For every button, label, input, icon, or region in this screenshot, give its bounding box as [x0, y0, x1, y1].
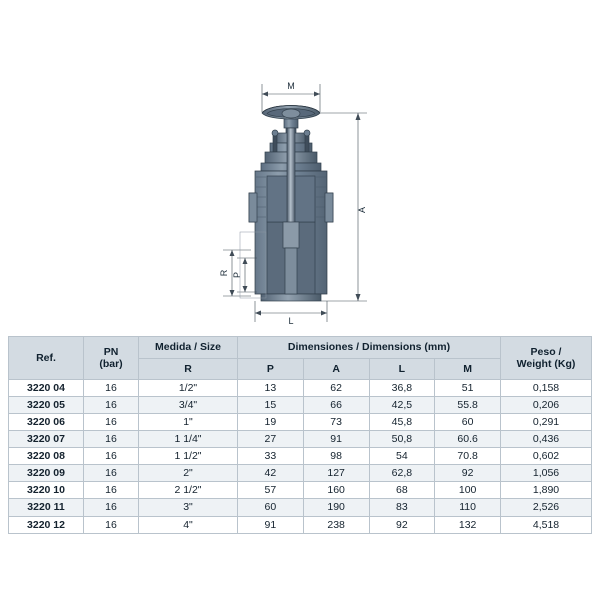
col-header-weight — [501, 337, 592, 380]
cell-p: 27 — [238, 431, 304, 448]
cell-m: 51 — [435, 380, 501, 397]
col-header-l: L — [369, 359, 435, 380]
cell-p: 33 — [238, 448, 304, 465]
cell-pn: 16 — [84, 448, 139, 465]
col-header-size-sub: R — [139, 359, 238, 380]
cell-a: 73 — [303, 414, 369, 431]
cell-size: 3" — [139, 499, 238, 516]
cell-l: 68 — [369, 482, 435, 499]
cell-m: 55.8 — [435, 397, 501, 414]
cell-ref: 3220 10 — [9, 482, 84, 499]
cell-size: 2" — [139, 465, 238, 482]
cell-ref: 3220 12 — [9, 516, 84, 533]
cell-pn: 16 — [84, 499, 139, 516]
cell-a: 98 — [303, 448, 369, 465]
cell-a: 190 — [303, 499, 369, 516]
table-row — [9, 431, 592, 448]
cell-l: 36,8 — [369, 380, 435, 397]
dimension-label-m: M — [287, 81, 295, 91]
col-header-m: M — [435, 359, 501, 380]
cell-size: 1" — [139, 414, 238, 431]
cell-size: 1 1/2" — [139, 448, 238, 465]
cell-p: 15 — [238, 397, 304, 414]
cell-weight: 2,526 — [501, 499, 592, 516]
cell-l: 45,8 — [369, 414, 435, 431]
cell-weight: 4,518 — [501, 516, 592, 533]
col-header-ref: Ref. — [9, 337, 84, 380]
cell-m: 100 — [435, 482, 501, 499]
specification-table-wrapper — [8, 336, 592, 534]
cell-m: 92 — [435, 465, 501, 482]
cell-m: 110 — [435, 499, 501, 516]
col-header-dimensions: Dimensiones / Dimensions (mm) — [238, 337, 501, 359]
cell-size: 4" — [139, 516, 238, 533]
specification-table — [8, 336, 592, 534]
cell-weight: 1,056 — [501, 465, 592, 482]
cell-m: 132 — [435, 516, 501, 533]
cell-ref: 3220 06 — [9, 414, 84, 431]
cell-a: 238 — [303, 516, 369, 533]
table-row — [9, 499, 592, 516]
cell-a: 160 — [303, 482, 369, 499]
table-body — [9, 380, 592, 534]
table-row — [9, 448, 592, 465]
col-header-a: A — [303, 359, 369, 380]
cell-l: 92 — [369, 516, 435, 533]
cell-size: 1 1/4" — [139, 431, 238, 448]
col-header-pn-line2: (bar) — [99, 358, 123, 370]
table-row — [9, 414, 592, 431]
table-row — [9, 465, 592, 482]
cell-a: 127 — [303, 465, 369, 482]
dimension-label-p: P — [232, 271, 242, 279]
cell-pn: 16 — [84, 397, 139, 414]
cell-a: 91 — [303, 431, 369, 448]
cell-ref: 3220 04 — [9, 380, 84, 397]
cell-m: 60.6 — [435, 431, 501, 448]
cell-p: 60 — [238, 499, 304, 516]
table-row — [9, 397, 592, 414]
cell-pn: 16 — [84, 414, 139, 431]
cell-a: 66 — [303, 397, 369, 414]
cell-weight: 0,158 — [501, 380, 592, 397]
col-header-size: Medida / Size — [139, 337, 238, 359]
cell-size: 1/2" — [139, 380, 238, 397]
handwheel — [262, 106, 320, 120]
cell-size: 2 1/2" — [139, 482, 238, 499]
col-header-weight-line2: Weight (Kg) — [516, 358, 576, 370]
cell-p: 13 — [238, 380, 304, 397]
cell-l: 54 — [369, 448, 435, 465]
table-row — [9, 380, 592, 397]
table-row — [9, 516, 592, 533]
cell-weight: 0,436 — [501, 431, 592, 448]
cell-ref: 3220 11 — [9, 499, 84, 516]
cell-m: 70.8 — [435, 448, 501, 465]
cell-weight: 0,206 — [501, 397, 592, 414]
gate-valve-drawing — [215, 72, 387, 330]
cell-weight: 0,291 — [501, 414, 592, 431]
cell-p: 57 — [238, 482, 304, 499]
col-header-weight-line1: Peso / — [530, 345, 562, 358]
cell-ref: 3220 09 — [9, 465, 84, 482]
cell-pn: 16 — [84, 380, 139, 397]
cell-a: 62 — [303, 380, 369, 397]
cell-size: 3/4" — [139, 397, 238, 414]
cell-pn: 16 — [84, 516, 139, 533]
cell-ref: 3220 07 — [9, 431, 84, 448]
cell-pn: 16 — [84, 482, 139, 499]
cell-l: 42,5 — [369, 397, 435, 414]
cell-p: 42 — [238, 465, 304, 482]
cell-pn: 16 — [84, 465, 139, 482]
dimension-label-r: R — [219, 269, 229, 277]
cell-m: 60 — [435, 414, 501, 431]
dimension-label-a: A — [357, 206, 367, 214]
cell-p: 19 — [238, 414, 304, 431]
dimension-label-l: L — [288, 316, 294, 326]
col-header-p: P — [238, 359, 304, 380]
cell-ref: 3220 08 — [9, 448, 84, 465]
cell-pn: 16 — [84, 431, 139, 448]
cell-weight: 0,602 — [501, 448, 592, 465]
cell-l: 62,8 — [369, 465, 435, 482]
table-head — [9, 337, 592, 380]
cell-ref: 3220 05 — [9, 397, 84, 414]
cell-l: 50,8 — [369, 431, 435, 448]
cell-p: 91 — [238, 516, 304, 533]
cell-weight: 1,890 — [501, 482, 592, 499]
table-row — [9, 482, 592, 499]
col-header-pn-line1: PN — [103, 345, 119, 358]
col-header-pn — [84, 337, 139, 380]
table-header-row-1 — [9, 337, 592, 359]
cell-l: 83 — [369, 499, 435, 516]
